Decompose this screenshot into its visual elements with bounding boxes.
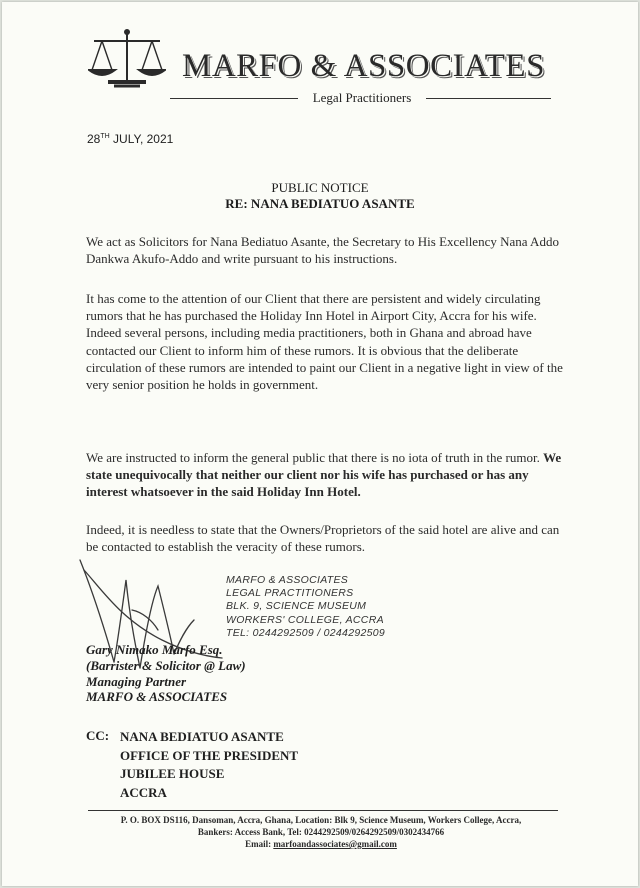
tagline-rule-right bbox=[426, 98, 551, 99]
stamp-line: MARFO & ASSOCIATES bbox=[226, 574, 349, 586]
signer-role: Managing Partner bbox=[86, 673, 187, 689]
paragraph-4: Indeed, it is needless to state that the Owners/Proprietors of the said hotel are alive and can be contacted to establish the veracity of these rumors. bbox=[86, 522, 560, 555]
footer-email-link[interactable]: marfoandassociates@gmail.com bbox=[273, 839, 397, 849]
stamp-line: BLK. 9, SCIENCE MUSEUM bbox=[226, 600, 367, 613]
date-day: 28 bbox=[87, 132, 101, 146]
signer-block bbox=[86, 642, 246, 705]
date-ordinal: TH bbox=[100, 133, 110, 140]
footer-email-label: Email: bbox=[245, 839, 274, 849]
paragraph-3 bbox=[86, 449, 566, 501]
footer-bank-phone: Bankers: Access Bank, Tel: 0244292509/0264292509/0302434766 bbox=[197, 827, 445, 837]
tagline: Legal Practitioners bbox=[312, 90, 412, 105]
paragraph-3-text: We are instructed to inform the general public that there is no iota of truth in the rumor. bbox=[86, 450, 544, 465]
cc-line: ACCRA bbox=[120, 784, 167, 800]
notice-subject: RE: NANA BEDIATUO ASANTE bbox=[225, 196, 415, 211]
paragraph-2: It has come to the attention of our Client that there are persistent and widely circulating rumors that he has purchased the Holiday Inn Hotel in Airport City, Accra for his wife. Indeed several persons, including media practitioners, both in Ghana and abroad have contacted our Client to inform him of these rumors. It is obvious that the deliberate circulation of these rumors are intended to paint our Client in a negative light in view of the very senior position he holds in government. bbox=[86, 291, 563, 393]
footer-address: P. O. BOX DS116, Dansoman, Accra, Ghana, Location: Blk 9, Science Museum, Workers College, Accra, bbox=[120, 815, 522, 825]
cc-line: NANA BEDIATUO ASANTE bbox=[120, 729, 284, 744]
stamp-line: LEGAL PRACTITIONERS bbox=[226, 587, 354, 600]
firm-stamp bbox=[226, 574, 385, 640]
tagline-rule-left bbox=[170, 98, 298, 99]
footer-email-line bbox=[66, 838, 576, 850]
footer bbox=[66, 814, 576, 850]
signer-qualification: (Barrister & Solicitor @ Law) bbox=[86, 657, 246, 673]
stamp-line: TEL: 0244292509 / 0244292509 bbox=[226, 626, 386, 639]
notice-title: PUBLIC NOTICE bbox=[271, 180, 369, 195]
letter-date bbox=[87, 132, 173, 146]
firm-name: MARFO & ASSOCIATES bbox=[182, 48, 545, 84]
letter-page bbox=[2, 2, 638, 886]
signer-firm: MARFO & ASSOCIATES bbox=[86, 689, 228, 705]
date-rest: JULY, 2021 bbox=[113, 132, 174, 146]
cc-line: OFFICE OF THE PRESIDENT bbox=[120, 747, 299, 763]
stamp-line: WORKERS' COLLEGE, ACCRA bbox=[226, 613, 384, 626]
cc-line: JUBILEE HOUSE bbox=[120, 766, 225, 781]
scales-of-justice-icon bbox=[88, 28, 166, 90]
signer-name: Gary Nimako Marfo Esq. bbox=[86, 642, 223, 657]
paragraph-1: We act as Solicitors for Nana Bediatuo Asante, the Secretary to His Excellency Nana Addo Dankwa Akufo-Addo and write pursuant to his instructions. bbox=[86, 234, 559, 267]
tagline-row bbox=[170, 90, 551, 106]
footer-rule bbox=[88, 810, 558, 811]
paragraph-3-bold-text: We state unequivocally that neither our client nor his wife has purchased or has any interest whatsoever in the said Holiday Inn Hotel. bbox=[86, 450, 562, 500]
cc-label: CC: bbox=[86, 728, 110, 743]
cc-list bbox=[120, 728, 298, 802]
